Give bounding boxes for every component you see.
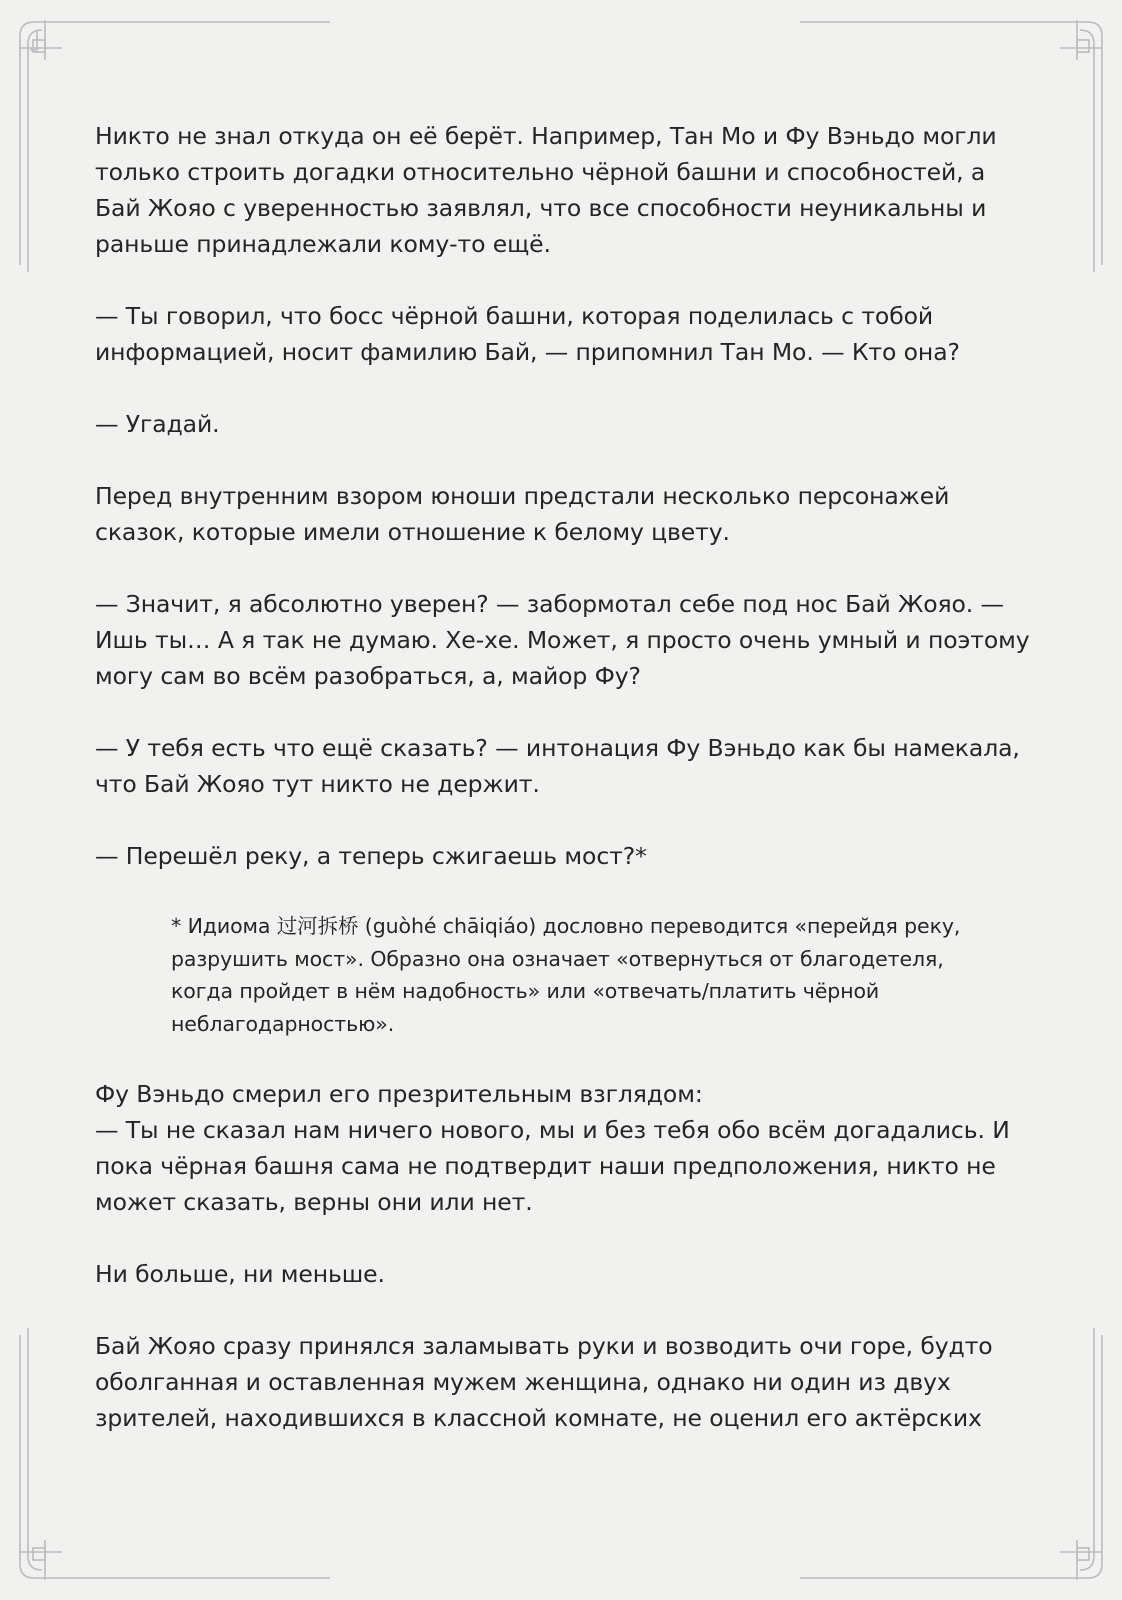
footnote [171, 910, 1035, 1040]
text-line: Никто не знал откуда он её берёт. Например, Тан Мо и Фу Вэньдо могли [95, 122, 997, 150]
paragraph-9 [95, 1112, 1035, 1220]
footnote-line: когда пройдет в нём надобность» или «отвечать/платить чёрной [171, 979, 880, 1003]
paragraph-10 [95, 1256, 1035, 1292]
footnote-line: разрушить мост». Образно она означает «отвернуться от благодетеля, [171, 946, 944, 971]
paragraph-8 [95, 1076, 1035, 1112]
paragraph-1 [95, 118, 1035, 262]
text-line: только строить догадки относительно чёрной башни и способностей, а [95, 158, 986, 186]
text-line: сказок, которые имели отношение к белому цвету. [95, 518, 730, 546]
text-line: информацией, носит фамилию Бай, — припомнил Тан Мо. — Кто она? [95, 338, 960, 366]
paragraph-2 [95, 298, 1035, 370]
paragraph-7 [95, 838, 1035, 874]
text-line: — Значит, я абсолютно уверен? — забормотал себе под нос Бай Жояо. — [95, 590, 1004, 618]
paragraph-6 [95, 730, 1035, 802]
text-line: оболганная и оставленная мужем женщина, однако ни один из двух [95, 1368, 951, 1396]
text-line: может сказать, верны они или нет. [95, 1188, 533, 1216]
text-line: Бай Жояо сразу принялся заламывать руки и возводить очи горе, будто [95, 1332, 993, 1360]
text-line: могу сам во всём разобраться, а, майор Фу? [95, 662, 641, 690]
text-line: Ни больше, ни меньше. [95, 1260, 385, 1288]
paragraph-11 [95, 1328, 1035, 1436]
text-line: Бай Жояо с уверенностью заявлял, что все способности неуникальны и [95, 194, 987, 222]
text-line: — Перешёл реку, а теперь сжигаешь мост?* [95, 842, 647, 870]
text-line: Перед внутренним взором юноши предстали несколько персонажей [95, 482, 950, 510]
footnote-line: неблагодарностью». [171, 1011, 395, 1036]
footnote-line: * Идиома 过河拆桥 (guòhé chāiqiáo) дословно переводится «перейдя реку, [171, 914, 961, 938]
text-line: пока чёрная башня сама не подтвердит наши предположения, никто не [95, 1152, 996, 1180]
text-line: — Ты не сказал нам ничего нового, мы и без тебя обо всём догадались. И [95, 1116, 1010, 1144]
page-body [95, 118, 1035, 1472]
paragraph-4 [95, 478, 1035, 550]
text-line: — У тебя есть что ещё сказать? — интонация Фу Вэньдо как бы намекала, [95, 734, 1020, 762]
text-line: Ишь ты… А я так не думаю. Хе-хе. Может, я просто очень умный и поэтому [95, 626, 1030, 654]
text-line: зрителей, находившихся в классной комнате, не оценил его актёрских [95, 1404, 982, 1432]
paragraph-3 [95, 406, 1035, 442]
text-line: Фу Вэньдо смерил его презрительным взглядом: [95, 1080, 703, 1108]
text-line: — Угадай. [95, 410, 220, 438]
paragraph-5 [95, 586, 1035, 694]
text-line: — Ты говорил, что босс чёрной башни, которая поделилась с тобой [95, 302, 934, 330]
text-line: что Бай Жояо тут никто не держит. [95, 770, 540, 798]
text-line: раньше принадлежали кому-то ещё. [95, 230, 551, 258]
